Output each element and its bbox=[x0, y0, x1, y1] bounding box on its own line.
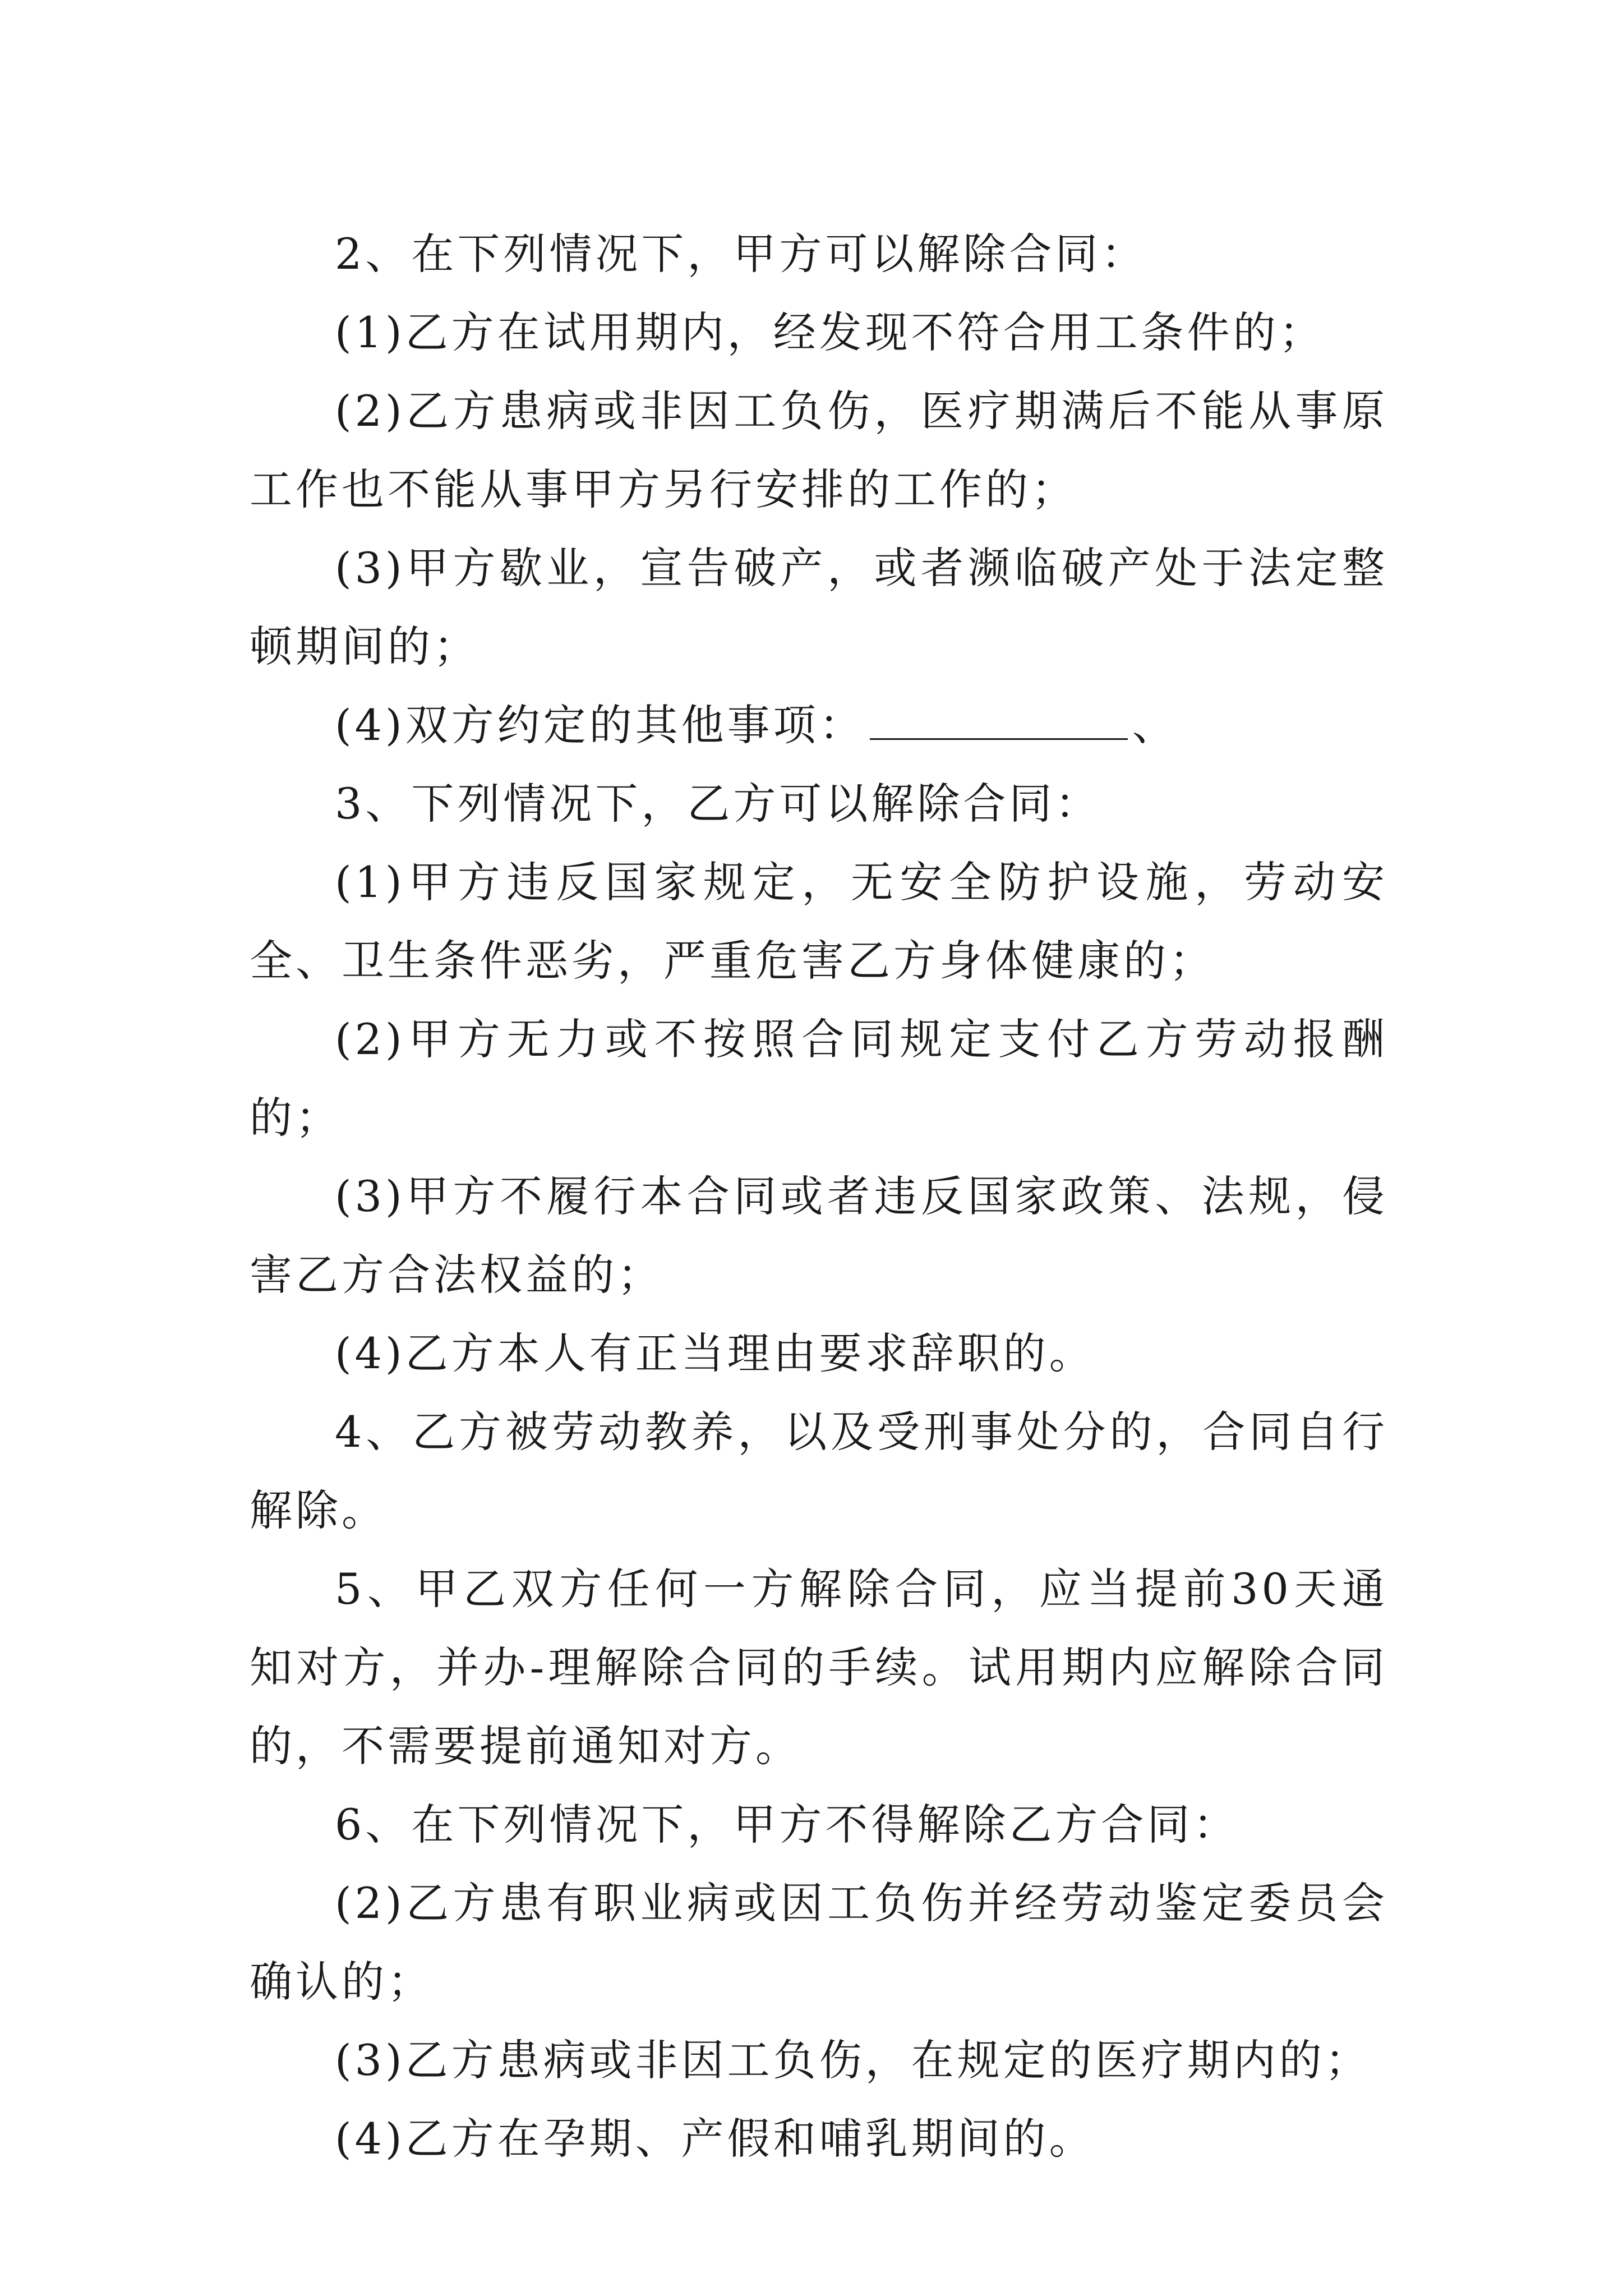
paragraph-clause-3-2 bbox=[250, 1000, 1388, 1157]
paragraph-text: (3)甲方不履行本合同或者违反国家政策、法规，侵害乙方合法权益的； bbox=[250, 1171, 1388, 1300]
paragraph-clause-2 bbox=[250, 215, 1388, 293]
paragraph-text: (2)甲方无力或不按照合同规定支付乙方劳动报酬的； bbox=[250, 1014, 1388, 1143]
paragraph-text: 4、乙方被劳动教养，以及受刑事处分的，合同自行解除。 bbox=[250, 1407, 1388, 1535]
paragraph-text: 2、在下列情况下，甲方可以解除合同： bbox=[335, 229, 1147, 279]
paragraph-clause-5 bbox=[250, 1550, 1388, 1786]
paragraph-text: (4)乙方本人有正当理由要求辞职的。 bbox=[335, 1328, 1095, 1378]
paragraph-clause-6-2 bbox=[250, 1864, 1388, 2021]
paragraph-text: 5、甲乙双方任何一方解除合同，应当提前30天通知对方，并办-理解除合同的手续。试用期内应解除合同的，不需要提前通知对方。 bbox=[250, 1564, 1388, 1771]
paragraph-suffix: 、 bbox=[1132, 700, 1178, 750]
fill-in-blank-line bbox=[870, 710, 1128, 740]
paragraph-clause-2-4 bbox=[250, 686, 1388, 765]
paragraph-clause-3 bbox=[250, 765, 1388, 843]
document-body bbox=[250, 215, 1388, 2178]
paragraph-clause-6-4 bbox=[250, 2100, 1388, 2178]
paragraph-text: (4)乙方在孕期、产假和哺乳期间的。 bbox=[335, 2114, 1095, 2164]
paragraph-clause-2-1 bbox=[250, 293, 1388, 372]
paragraph-clause-3-3 bbox=[250, 1157, 1388, 1314]
paragraph-clause-2-3 bbox=[250, 529, 1388, 686]
paragraph-text: 3、下列情况下，乙方可以解除合同： bbox=[335, 779, 1101, 829]
paragraph-clause-2-2 bbox=[250, 372, 1388, 529]
paragraph-text: (1)甲方违反国家规定，无安全防护设施，劳动安全、卫生条件恶劣，严重危害乙方身体健康的； bbox=[250, 857, 1388, 986]
paragraph-clause-6-3 bbox=[250, 2021, 1388, 2100]
paragraph-clause-3-4 bbox=[250, 1314, 1388, 1393]
paragraph-text: (2)乙方患有职业病或因工负伤并经劳动鉴定委员会确认的； bbox=[250, 1878, 1388, 2007]
paragraph-text: (2)乙方患病或非因工负伤，医疗期满后不能从事原工作也不能从事甲方另行安排的工作的； bbox=[250, 386, 1388, 514]
paragraph-text: 6、在下列情况下，甲方不得解除乙方合同： bbox=[335, 1800, 1239, 1849]
paragraph-clause-6 bbox=[250, 1786, 1388, 1864]
paragraph-text: (1)乙方在试用期内，经发现不符合用工条件的； bbox=[335, 307, 1325, 357]
paragraph-text: (3)乙方患病或非因工负伤，在规定的医疗期内的； bbox=[335, 2035, 1371, 2085]
paragraph-text: (4)双方约定的其他事项： bbox=[335, 700, 865, 750]
paragraph-text: (3)甲方歇业，宣告破产，或者濒临破产处于法定整顿期间的； bbox=[250, 543, 1388, 671]
paragraph-clause-3-1 bbox=[250, 843, 1388, 1000]
paragraph-clause-4 bbox=[250, 1393, 1388, 1550]
